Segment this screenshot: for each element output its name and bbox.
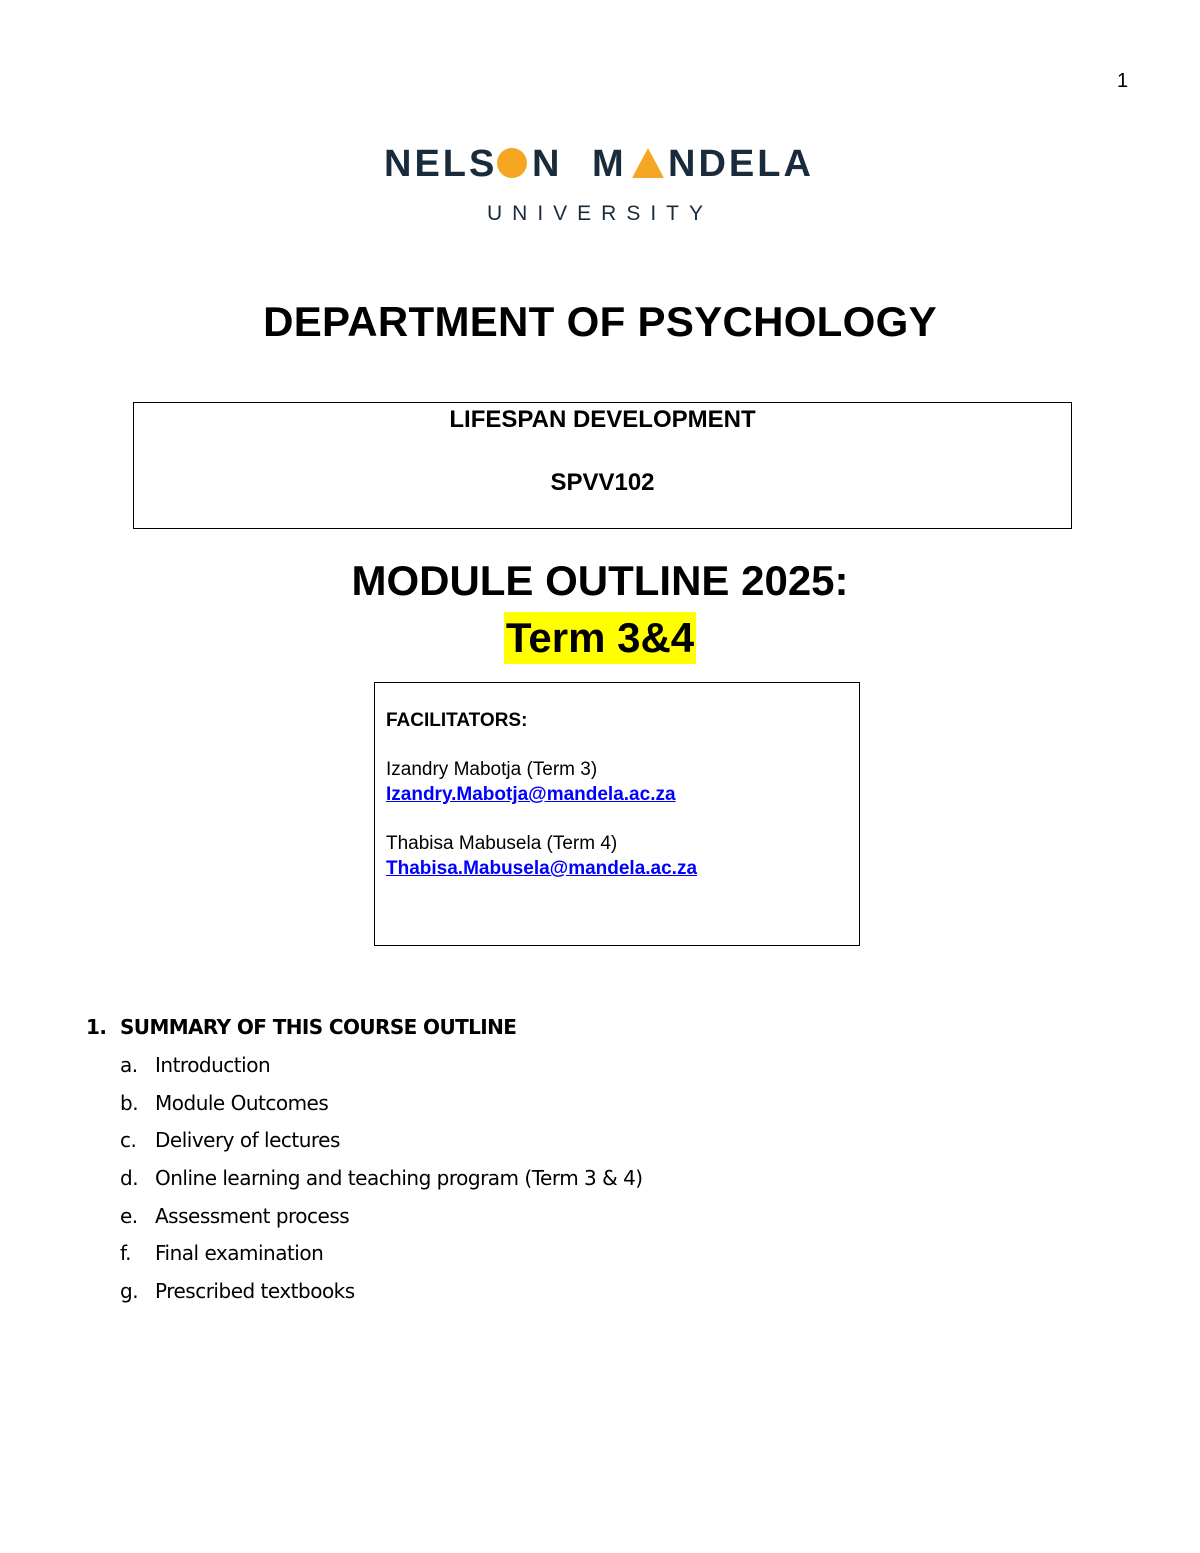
summary-heading-text: SUMMARY OF THIS COURSE OUTLINE	[120, 1015, 517, 1039]
toc-letter: b.	[120, 1091, 139, 1115]
page-number: 1	[1117, 70, 1129, 92]
logo-text-ndela: NDELA	[668, 143, 814, 185]
toc-text: Delivery of lectures	[155, 1128, 340, 1152]
logo-text-university: UNIVERSITY	[487, 202, 714, 225]
term-label: Term 3&4	[504, 612, 696, 664]
facilitator-name: Izandry Mabotja (Term 3)	[386, 759, 598, 780]
toc-text: Prescribed textbooks	[155, 1279, 355, 1303]
toc-letter: a.	[120, 1053, 138, 1077]
logo-sun-icon	[497, 148, 527, 178]
toc-text: Final examination	[155, 1241, 324, 1265]
toc-item	[120, 1053, 270, 1077]
term-wrapper	[0, 612, 1200, 664]
module-outline-title: MODULE OUTLINE 2025:	[351, 557, 849, 604]
toc-item	[120, 1128, 340, 1152]
facilitator-name: Thabisa Mabusela (Term 4)	[386, 833, 618, 854]
toc-text: Assessment process	[155, 1204, 350, 1228]
department-title: DEPARTMENT OF PSYCHOLOGY	[263, 298, 937, 345]
toc-item	[120, 1279, 355, 1303]
toc-item	[120, 1241, 323, 1265]
toc-item	[120, 1166, 643, 1190]
toc-letter: f.	[120, 1241, 131, 1265]
summary-heading	[86, 1015, 516, 1039]
logo-text-m: M	[592, 143, 624, 185]
toc-text: Online learning and teaching program (Term 3 & 4)	[155, 1166, 643, 1190]
facilitator-email-link[interactable]: Thabisa.Mabusela@mandela.ac.za	[386, 858, 698, 879]
university-logo	[384, 140, 814, 226]
toc-letter: d.	[120, 1166, 139, 1190]
toc-text: Module Outcomes	[155, 1091, 329, 1115]
course-name: LIFESPAN DEVELOPMENT	[449, 406, 756, 433]
toc-text: Introduction	[155, 1053, 271, 1077]
toc-letter: c.	[120, 1128, 137, 1152]
toc-item	[120, 1091, 328, 1115]
logo-text-n: N	[532, 143, 560, 185]
course-code: SPVV102	[550, 469, 655, 496]
summary-number: 1.	[86, 1015, 107, 1039]
facilitator-email-link[interactable]: Izandry.Mabotja@mandela.ac.za	[386, 784, 676, 805]
logo-triangle-icon	[632, 148, 664, 178]
logo-text-nels: NELS	[384, 143, 498, 185]
toc-item	[120, 1204, 349, 1228]
toc-letter: g.	[120, 1279, 139, 1303]
facilitators-heading: FACILITATORS:	[386, 710, 528, 731]
toc-letter: e.	[120, 1204, 138, 1228]
